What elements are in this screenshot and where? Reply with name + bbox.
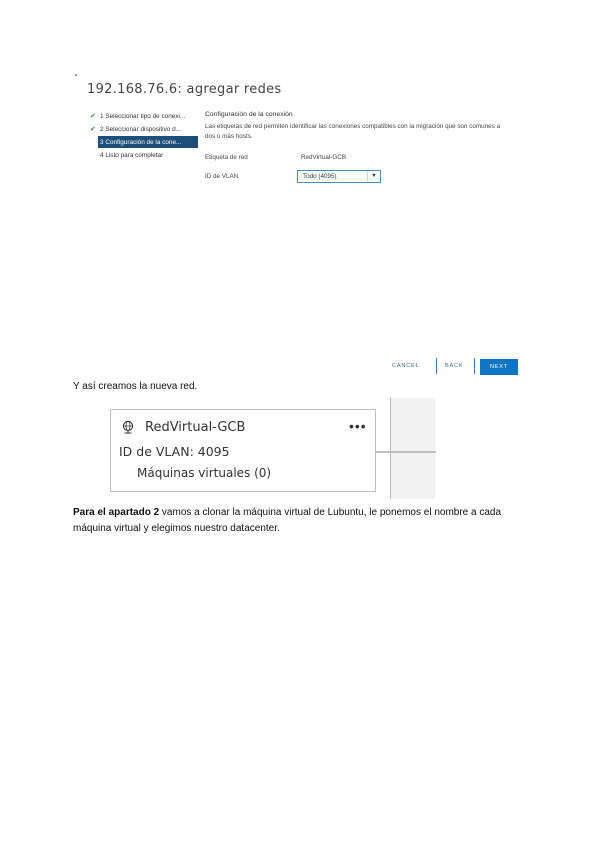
wizard-step-label: 3 Configuración de la cone... [100, 138, 182, 146]
network-globe-icon [121, 420, 135, 434]
paragraph-section-2 [73, 505, 533, 537]
section-description: Las etiquetas de red permiten identificar las conexiones compatibles con la migración que son comunes a dos o más hosts. [205, 123, 501, 140]
wizard-step-label: 4 Listo para completar [100, 151, 164, 159]
wizard-step-2[interactable] [90, 123, 198, 135]
wizard-content [205, 111, 505, 142]
next-button[interactable]: NEXT [480, 359, 518, 375]
wizard-steps [90, 110, 198, 162]
wizard-step-4[interactable] [90, 149, 198, 161]
button-divider [474, 358, 475, 374]
check-icon: ✔ [90, 126, 96, 133]
chevron-down-icon[interactable]: ▼ [367, 171, 380, 182]
stray-dot [75, 74, 77, 76]
back-button[interactable]: BACK [445, 363, 464, 369]
vlan-select[interactable] [297, 170, 381, 183]
network-label-caption: Etiqueta de red [205, 154, 248, 161]
wizard-step-label: 1 Seleccionar tipo de conexi... [100, 112, 186, 120]
paragraph-bold-lead: Para el apartado 2 [73, 507, 160, 518]
vlan-select-value: Todo (4095) [303, 173, 337, 180]
check-icon: ✔ [90, 113, 96, 120]
paragraph-network-created: Y así creamos la nueva red. [73, 381, 198, 392]
network-label-value: RedVirtual-GCB [301, 154, 347, 161]
paragraph-body: vamos a clonar la máquina virtual de Lubuntu, le ponemos el nombre a cada máquina virtual y elegimos nuestro datacenter. [73, 507, 502, 534]
network-vm-count[interactable]: Máquinas virtuales (0) [137, 466, 272, 480]
more-options-icon[interactable]: ••• [349, 418, 367, 434]
wizard-step-1[interactable] [90, 110, 198, 122]
connector-line [376, 451, 436, 453]
section-title: Configuración de la conexión [205, 111, 293, 118]
cancel-button[interactable]: CANCEL [392, 363, 420, 369]
wizard-step-3[interactable] [98, 136, 198, 148]
side-panel [390, 398, 435, 499]
network-card[interactable] [110, 409, 376, 492]
button-divider [436, 358, 437, 374]
wizard-title: 192.168.76.6: agregar redes [87, 82, 282, 97]
network-name: RedVirtual-GCB [145, 420, 246, 435]
vlan-caption: ID de VLAN [205, 173, 239, 180]
wizard-step-label: 2 Seleccionar dispositivo d... [100, 125, 181, 133]
network-vlan: ID de VLAN: 4095 [119, 444, 230, 459]
